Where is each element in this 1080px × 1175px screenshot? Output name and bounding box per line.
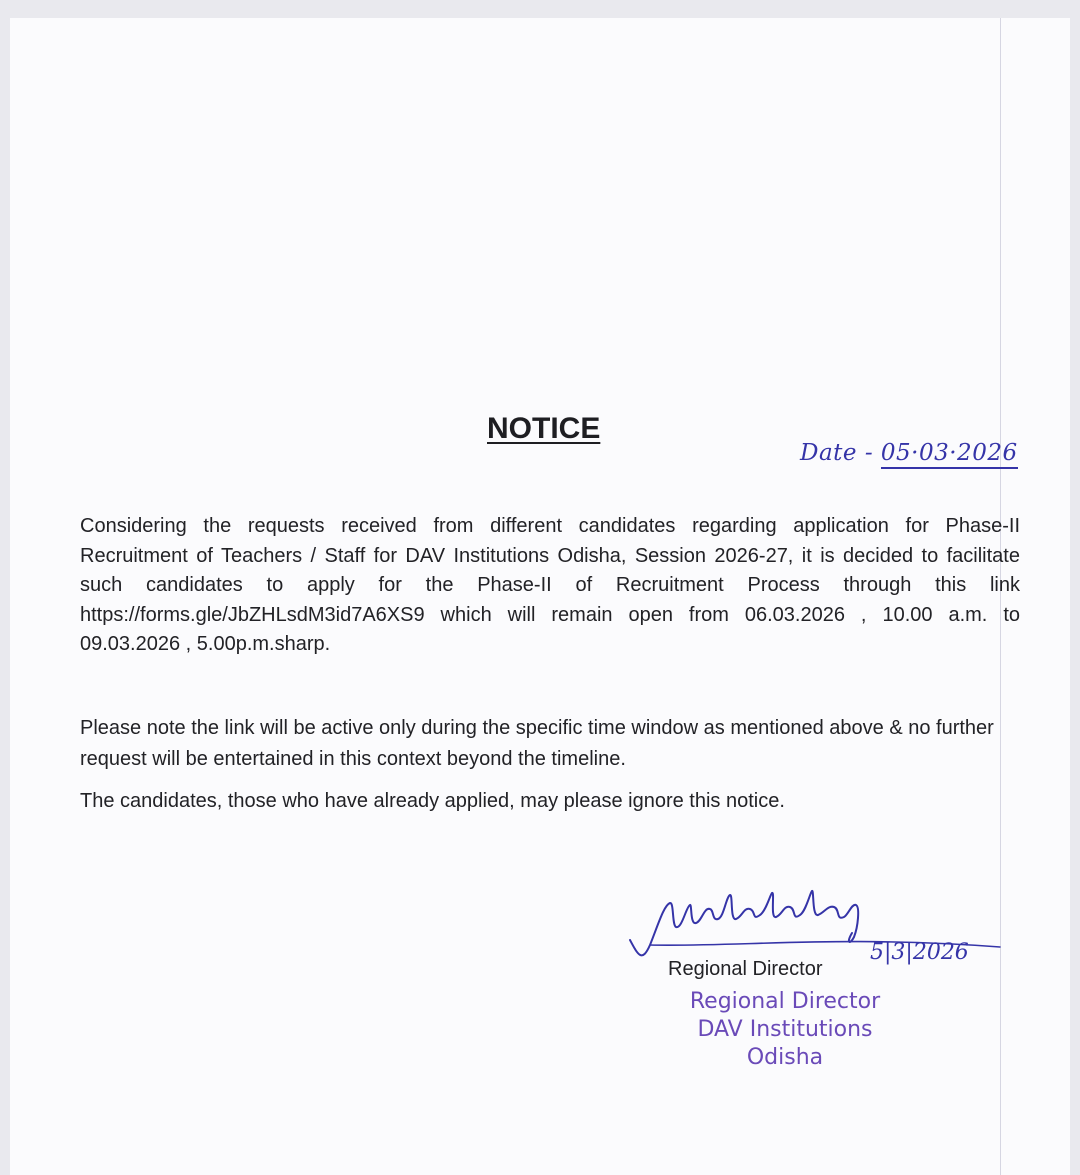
signatory-title: Regional Director xyxy=(668,958,823,980)
notice-date xyxy=(800,440,1018,466)
signed-date: 5|3|2026 xyxy=(870,940,969,965)
office-stamp xyxy=(680,988,890,1072)
notice-paragraph-3: The candidates, those who have already applied, may please ignore this notice. xyxy=(80,790,785,812)
stamp-line-2: DAV Institutions xyxy=(697,1017,873,1042)
stamp-line-3: Odisha xyxy=(746,1045,824,1070)
stamp-line-1: Regional Director xyxy=(689,989,881,1014)
notice-paragraph-2: Please note the link will be active only during the specific time window as mentioned above & no further request will be entertained in this context beyond the timeline. xyxy=(80,717,994,770)
notice-title: NOTICE xyxy=(487,412,601,445)
notice-paragraph-1: Considering the requests received from different candidates regarding application for Phase-II Recruitment of Teachers / Staff for DAV Institutions Odisha, Session 2026-27, it is decided to facilitate such candidates to apply for the Phase-II of Recruitment Process through this link https://forms.gle/JbZHLsdM3id7A6XS9 which will remain open from 06.03.2026 , 10.00 a.m. to 09.03.2026 , 5.00p.m.sharp. xyxy=(80,515,1020,655)
date-value: 05·03·2026 xyxy=(881,440,1018,469)
date-prefix: Date - xyxy=(800,440,881,466)
